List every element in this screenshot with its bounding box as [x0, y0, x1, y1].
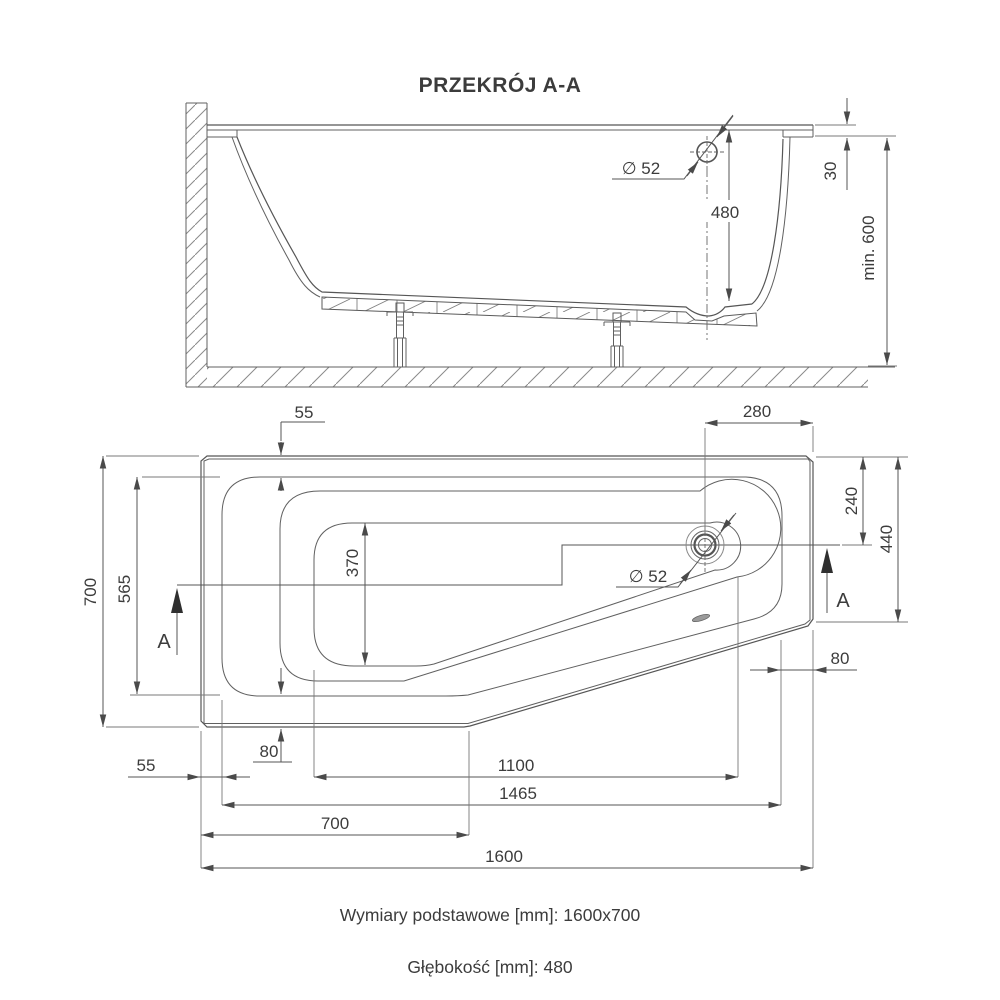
tub-profile	[232, 137, 790, 316]
dim-bottom-edge-label: 700	[320, 814, 350, 833]
floor-hatched	[186, 367, 895, 387]
dim-drain-diameter-plan: ∅ 52	[628, 567, 668, 586]
dim-depth-label: 480	[710, 203, 740, 222]
dim-drain-diameter-section: ∅ 52	[621, 159, 661, 178]
dim-total-length-label: 1600	[485, 847, 523, 866]
dim-min-600	[859, 138, 897, 366]
dim-bottom-offset-label: 80	[259, 742, 279, 761]
footer-dimensions: Wymiary podstawowe [mm]: 1600x700	[339, 905, 641, 925]
dim-1600	[201, 847, 813, 868]
dim-280	[705, 402, 813, 533]
wall-hatched	[186, 103, 207, 387]
dim-top-55	[281, 403, 325, 491]
dim-left-700	[81, 456, 199, 727]
dim-top-to-drain-label: 240	[842, 486, 861, 516]
dim-right-side-label: 440	[877, 524, 896, 554]
dim-rim-length-label: 1465	[499, 784, 537, 803]
dim-side-height-label: 700	[81, 577, 100, 607]
dim-bottom-55	[128, 700, 250, 868]
dim-1100	[314, 577, 738, 777]
dim-370	[343, 523, 365, 665]
dim-1465	[222, 784, 781, 805]
dim-min-height-label: min. 600	[859, 215, 878, 281]
tub-outer-edge	[201, 456, 813, 727]
section-marker-right-label: A	[836, 590, 850, 612]
dim-drain-to-edge-label: 280	[742, 402, 772, 421]
dim-bottom-700	[201, 731, 469, 835]
dim-440	[816, 457, 908, 622]
tub-rim-contour	[222, 477, 782, 696]
dim-bottom-80	[253, 668, 292, 762]
footer-notes	[340, 905, 641, 977]
section-marker-left	[157, 588, 183, 655]
overflow-mark	[692, 613, 711, 623]
dim-rim-30	[815, 98, 896, 190]
dim-right-offset-label: 80	[830, 649, 850, 668]
section-marker-right	[821, 548, 850, 613]
footer-depth: Głębokość [mm]: 480	[407, 957, 573, 977]
dim-depth-480	[702, 130, 748, 301]
dim-rim-inner-height-label: 565	[115, 574, 134, 604]
dim-basin-width-label: 370	[343, 548, 362, 578]
basin-upper-contour	[280, 479, 781, 681]
drain-hole-section	[690, 136, 724, 340]
section-marker-left-label: A	[157, 631, 171, 653]
dim-right-80	[750, 630, 857, 868]
dim-top-offset-label: 55	[294, 403, 314, 422]
dim-rim-height-label: 30	[821, 161, 840, 181]
dim-left-offset-label: 55	[136, 756, 156, 775]
dim-basin-length-label: 1100	[497, 756, 535, 775]
section-title: PRZEKRÓJ A-A	[418, 74, 582, 97]
cross-section-view	[186, 98, 897, 387]
plan-view	[81, 402, 908, 868]
basin-bottom-contour	[314, 522, 741, 666]
